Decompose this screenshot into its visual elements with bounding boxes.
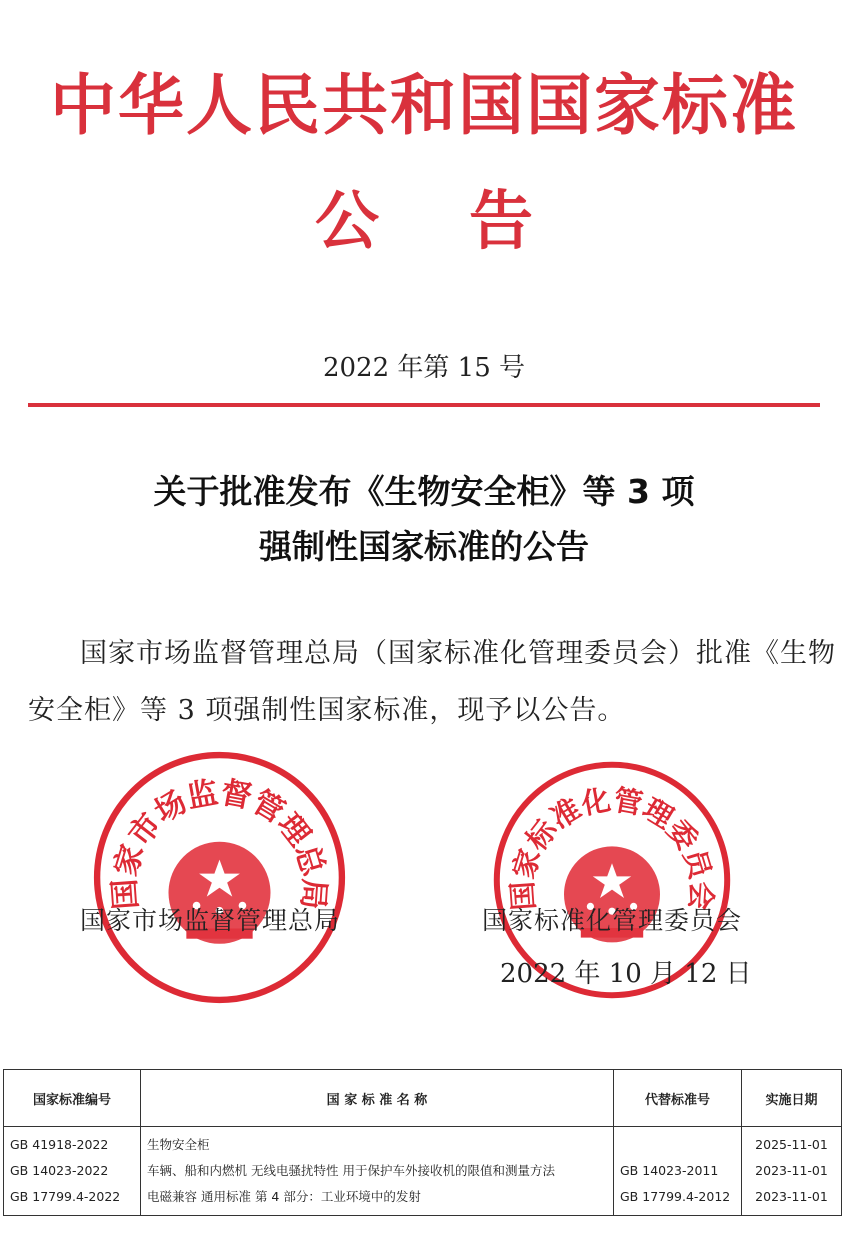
table-header-row [4,1070,842,1127]
standard-name: 生物安全柜 [141,1127,614,1158]
standard-name: 车辆、船和内燃机 无线电骚扰特性 用于保护车外接收机的限值和测量方法 [141,1157,614,1183]
effective-date: 2025-11-01 [742,1127,842,1158]
official-seal-samr [92,750,347,1005]
table-row [4,1127,842,1158]
header-code: 国家标准编号 [4,1070,141,1127]
effective-date: 2023-11-01 [742,1183,842,1216]
signatory-sac: 国家标准化管理委员会 [482,906,743,935]
seal-ring-text: 国家市场监督管理总局 [107,775,332,911]
signatory-samr: 国家市场监督管理总局 [80,906,341,935]
notice-char-2: 告 [469,185,533,259]
body-paragraph-line2: 安全柜》等 3 项强制性国家标准，现予以公告。 [28,695,626,726]
standard-name: 电磁兼容 通用标准 第 4 部分：工业环境中的发射 [141,1183,614,1216]
effective-date: 2023-11-01 [742,1157,842,1183]
notice-heading [0,182,848,262]
standards-table [3,1069,842,1216]
seal-ring-text: 国家标准化管理委员会 [505,782,719,912]
body-paragraph-line1: 国家市场监督管理总局（国家标准化管理委员会）批准《生物 [80,638,836,669]
notice-title-line2: 强制性国家标准的公告 [259,527,589,566]
replaced-standard: GB 17799.4-2012 [614,1183,742,1216]
standard-code: GB 17799.4-2022 [4,1183,141,1216]
standard-code: GB 41918-2022 [4,1127,141,1158]
header-replaces: 代替标准号 [614,1070,742,1127]
replaced-standard: GB 14023-2011 [614,1157,742,1183]
notice-char-1: 公 [315,185,379,259]
table-row [4,1157,842,1183]
notice-title-line1: 关于批准发布《生物安全柜》等 3 项 [153,472,695,511]
issue-date: 2022 年 10 月 12 日 [500,959,752,989]
replaced-standard [614,1127,742,1158]
standard-code: GB 14023-2022 [4,1157,141,1183]
header-date: 实施日期 [742,1070,842,1127]
red-divider [28,403,820,407]
masthead-title: 中华人民共和国国家标准 [50,67,798,144]
table-row [4,1183,842,1216]
issue-number: 2022 年第 15 号 [322,353,526,383]
header-name: 国 家 标 准 名 称 [141,1070,614,1127]
